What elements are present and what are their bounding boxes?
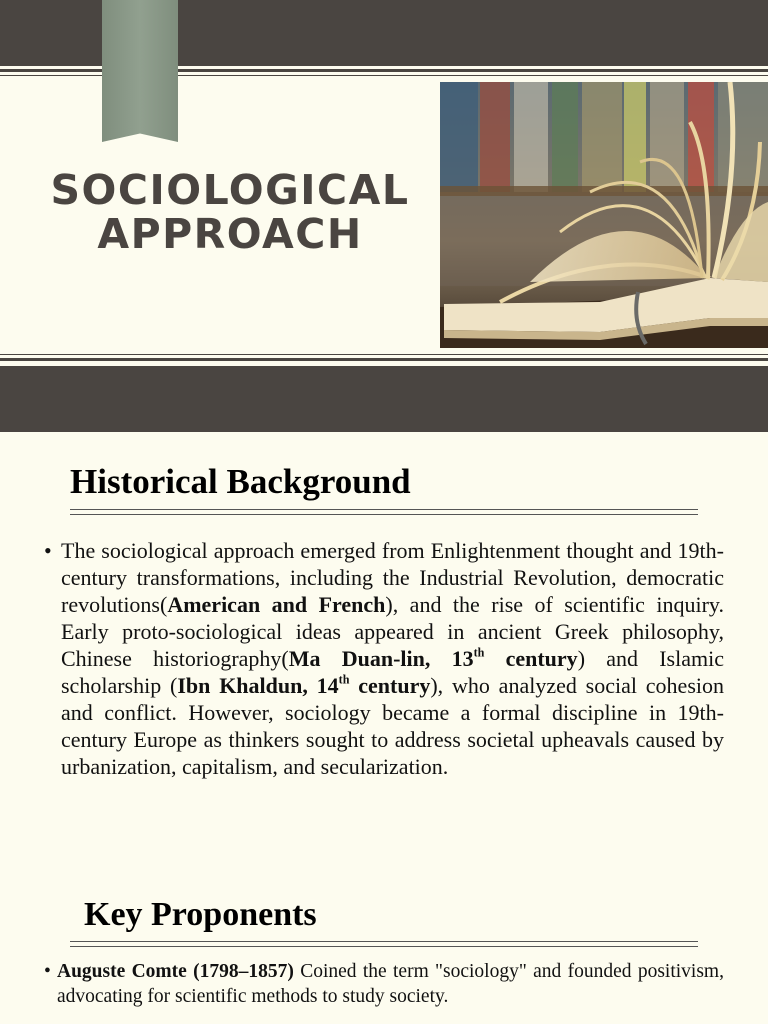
key-proponents-heading: Key Proponents <box>84 896 317 933</box>
heading-underline-2 <box>70 514 698 515</box>
text-segment: ), and the rise of scientific inquiry. Early proto-sociological ideas appeared in ancient Greek philosophy, Chinese historiography( <box>61 592 724 671</box>
bookmark-ribbon-shade <box>102 0 178 142</box>
proponent-name: Auguste Comte (1798–1857) <box>57 961 294 982</box>
bottom-divider-thin <box>0 354 768 355</box>
bold-century: century <box>484 646 578 671</box>
historical-background-heading: Historical Background <box>70 462 411 501</box>
slide-title <box>30 168 430 256</box>
slide-title-line2: APPROACH <box>97 210 363 258</box>
bold-ibn-khaldun: Ibn Khaldun, 14 <box>177 673 339 698</box>
heading-underline-1 <box>70 509 698 510</box>
bold-century: century <box>349 673 431 698</box>
heading-underline-2 <box>70 946 698 947</box>
bullet-dot: • <box>44 538 52 563</box>
historical-background-paragraph <box>44 537 724 780</box>
text-segment: The sociological approach emerged from Enlightenment thought and 19th-century transformations, including the Industrial Revolution, democratic revolutions( <box>61 538 724 617</box>
slide-title-line1: SOCIOLOGICAL <box>50 166 410 214</box>
superscript-th: th <box>473 645 485 660</box>
heading-underline-1 <box>70 941 698 942</box>
open-book-photo <box>440 82 768 348</box>
bold-ma-duan-lin: Ma Duan-lin, 13 <box>288 646 474 671</box>
superscript-th: th <box>338 672 350 687</box>
proponent-description: Coined the term "sociology" and founded positivism, advocating for scientific methods to study society. <box>57 961 724 1007</box>
text-segment: ) and Islamic scholarship ( <box>61 646 724 698</box>
bold-revolutions: American and French <box>167 592 386 617</box>
bullet-dot: • <box>44 961 51 982</box>
bottom-divider-thick <box>0 358 768 361</box>
text-segment: ), who analyzed social cohesion and conflict. However, sociology became a formal discipline in 19th-century Europe as thinkers sought to address societal upheavals caused by urbanization, capitalism, and secularization. <box>61 673 724 779</box>
proponent-text <box>57 959 724 1009</box>
paragraph-text <box>61 537 724 780</box>
proponent-item <box>44 959 724 1009</box>
bottom-banner-bar <box>0 366 768 432</box>
